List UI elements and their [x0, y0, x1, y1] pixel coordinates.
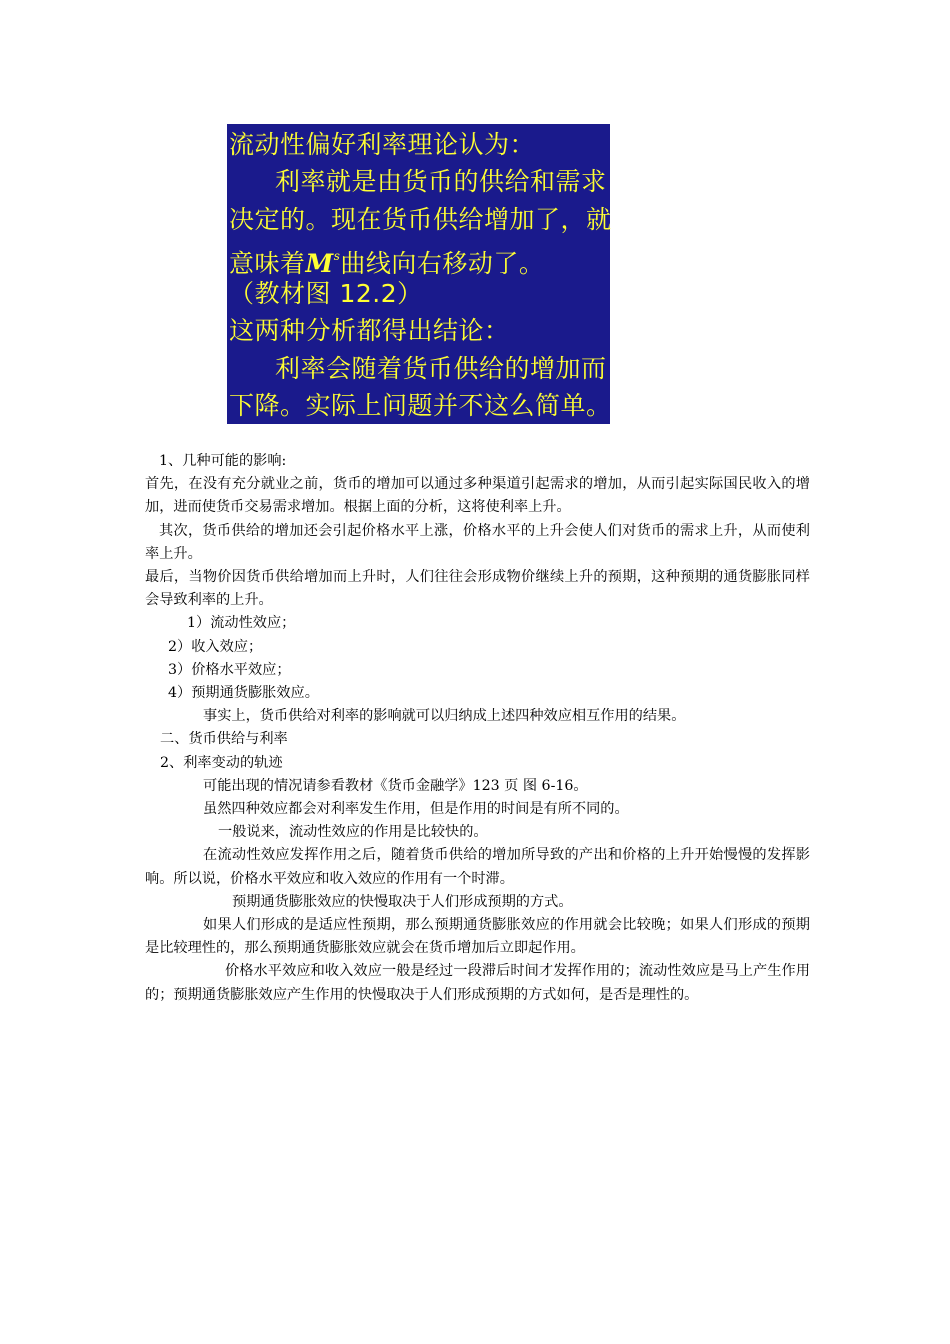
- slide-line-4: [229, 238, 610, 278]
- paragraph-summary: 事实上，货币供给对利率的影响就可以归纳成上述四种效应相互作用的结果。: [203, 708, 686, 725]
- paragraph-last: 最后，当物价因货币供给增加而上升时，人们往往会形成物价继续上升的预期，这种预期的通货膨胀同样会导致利率的上升。: [145, 569, 810, 609]
- list-item-income-effect: 2）收入效应；: [168, 638, 263, 655]
- paragraph-second: 其次，货币供给的增加还会引起价格水平上涨，价格水平的上升会使人们对货币的需求上升，从而使利率上升。: [145, 522, 810, 562]
- slide-line-6: 这两种分析都得出结论：: [229, 316, 510, 346]
- paragraph-lag: 在流动性效应发挥作用之后，随着货币供给的增加所导致的产出和价格的上升开始慢慢的发挥影响。所以说，价格水平效应和收入效应的作用有一个时滞。: [145, 847, 810, 887]
- paragraph-textbook-reference: 可能出现的情况请参看教材《货币金融学》123 页 图 6-16。: [203, 777, 588, 794]
- heading-rate-path: 2、利率变动的轨迹: [160, 754, 283, 771]
- slide-line-4-before: 意味着: [229, 248, 306, 278]
- paragraph-conclusion: 价格水平效应和收入效应一般是经过一段滞后时间才发挥作用的；流动性效应是马上产生作用的；预期通货膨胀效应产生作用的快慢取决于人们形成预期的方式如何，是否是理性的。: [145, 963, 810, 1003]
- heading-possible-effects: 1、几种可能的影响:: [159, 453, 287, 469]
- slide-line-7: 利率会随着货币供给的增加而: [275, 353, 607, 383]
- paragraph-liquidity-fast: 一般说来，流动性效应的作用是比较快的。: [218, 824, 488, 841]
- list-item-liquidity-effect: 1）流动性效应；: [187, 615, 296, 632]
- money-supply-superscript: s: [333, 248, 341, 263]
- document-body: [145, 450, 810, 1007]
- paragraph-adaptive-rational: 如果人们形成的是适应性预期，那么预期通货膨胀效应的作用就会比较晚；如果人们形成的预期是比较理性的，那么预期通货膨胀效应就会在货币增加后立即起作用。: [145, 917, 810, 957]
- money-supply-symbol: [306, 249, 341, 278]
- paragraph-expectation-speed: 预期通货膨胀效应的快慢取决于人们形成预期的方式。: [232, 893, 573, 910]
- paragraph-first: 首先，在没有充分就业之前，货币的增加可以通过多种渠道引起需求的增加，从而引起实际国民收入的增加，进而使货币交易需求增加。根据上面的分析，这将使利率上升。: [145, 476, 810, 516]
- slide-line-4-after: 曲线向右移动了。: [340, 248, 545, 278]
- slide-line-1: 流动性偏好利率理论认为：: [229, 130, 536, 159]
- money-supply-letter: M: [305, 248, 334, 278]
- paragraph-timing: 虽然四种效应都会对利率发生作用，但是作用的时间是有所不同的。: [203, 801, 629, 818]
- list-item-price-level-effect: 3）价格水平效应；: [168, 661, 291, 678]
- slide-line-3: 决定的。现在货币供给增加了，就: [229, 204, 612, 234]
- slide-line-5: （教材图 12.2）: [229, 279, 423, 309]
- slide-line-8: 下降。实际上问题并不这么简单。: [229, 391, 612, 421]
- slide-line-2: 利率就是由货币的供给和需求: [275, 167, 607, 197]
- list-item-expected-inflation-effect: 4）预期通货膨胀效应。: [168, 685, 319, 702]
- section-heading-money-supply: 二、货币供给与利率: [160, 731, 288, 748]
- slide-image: [227, 124, 610, 424]
